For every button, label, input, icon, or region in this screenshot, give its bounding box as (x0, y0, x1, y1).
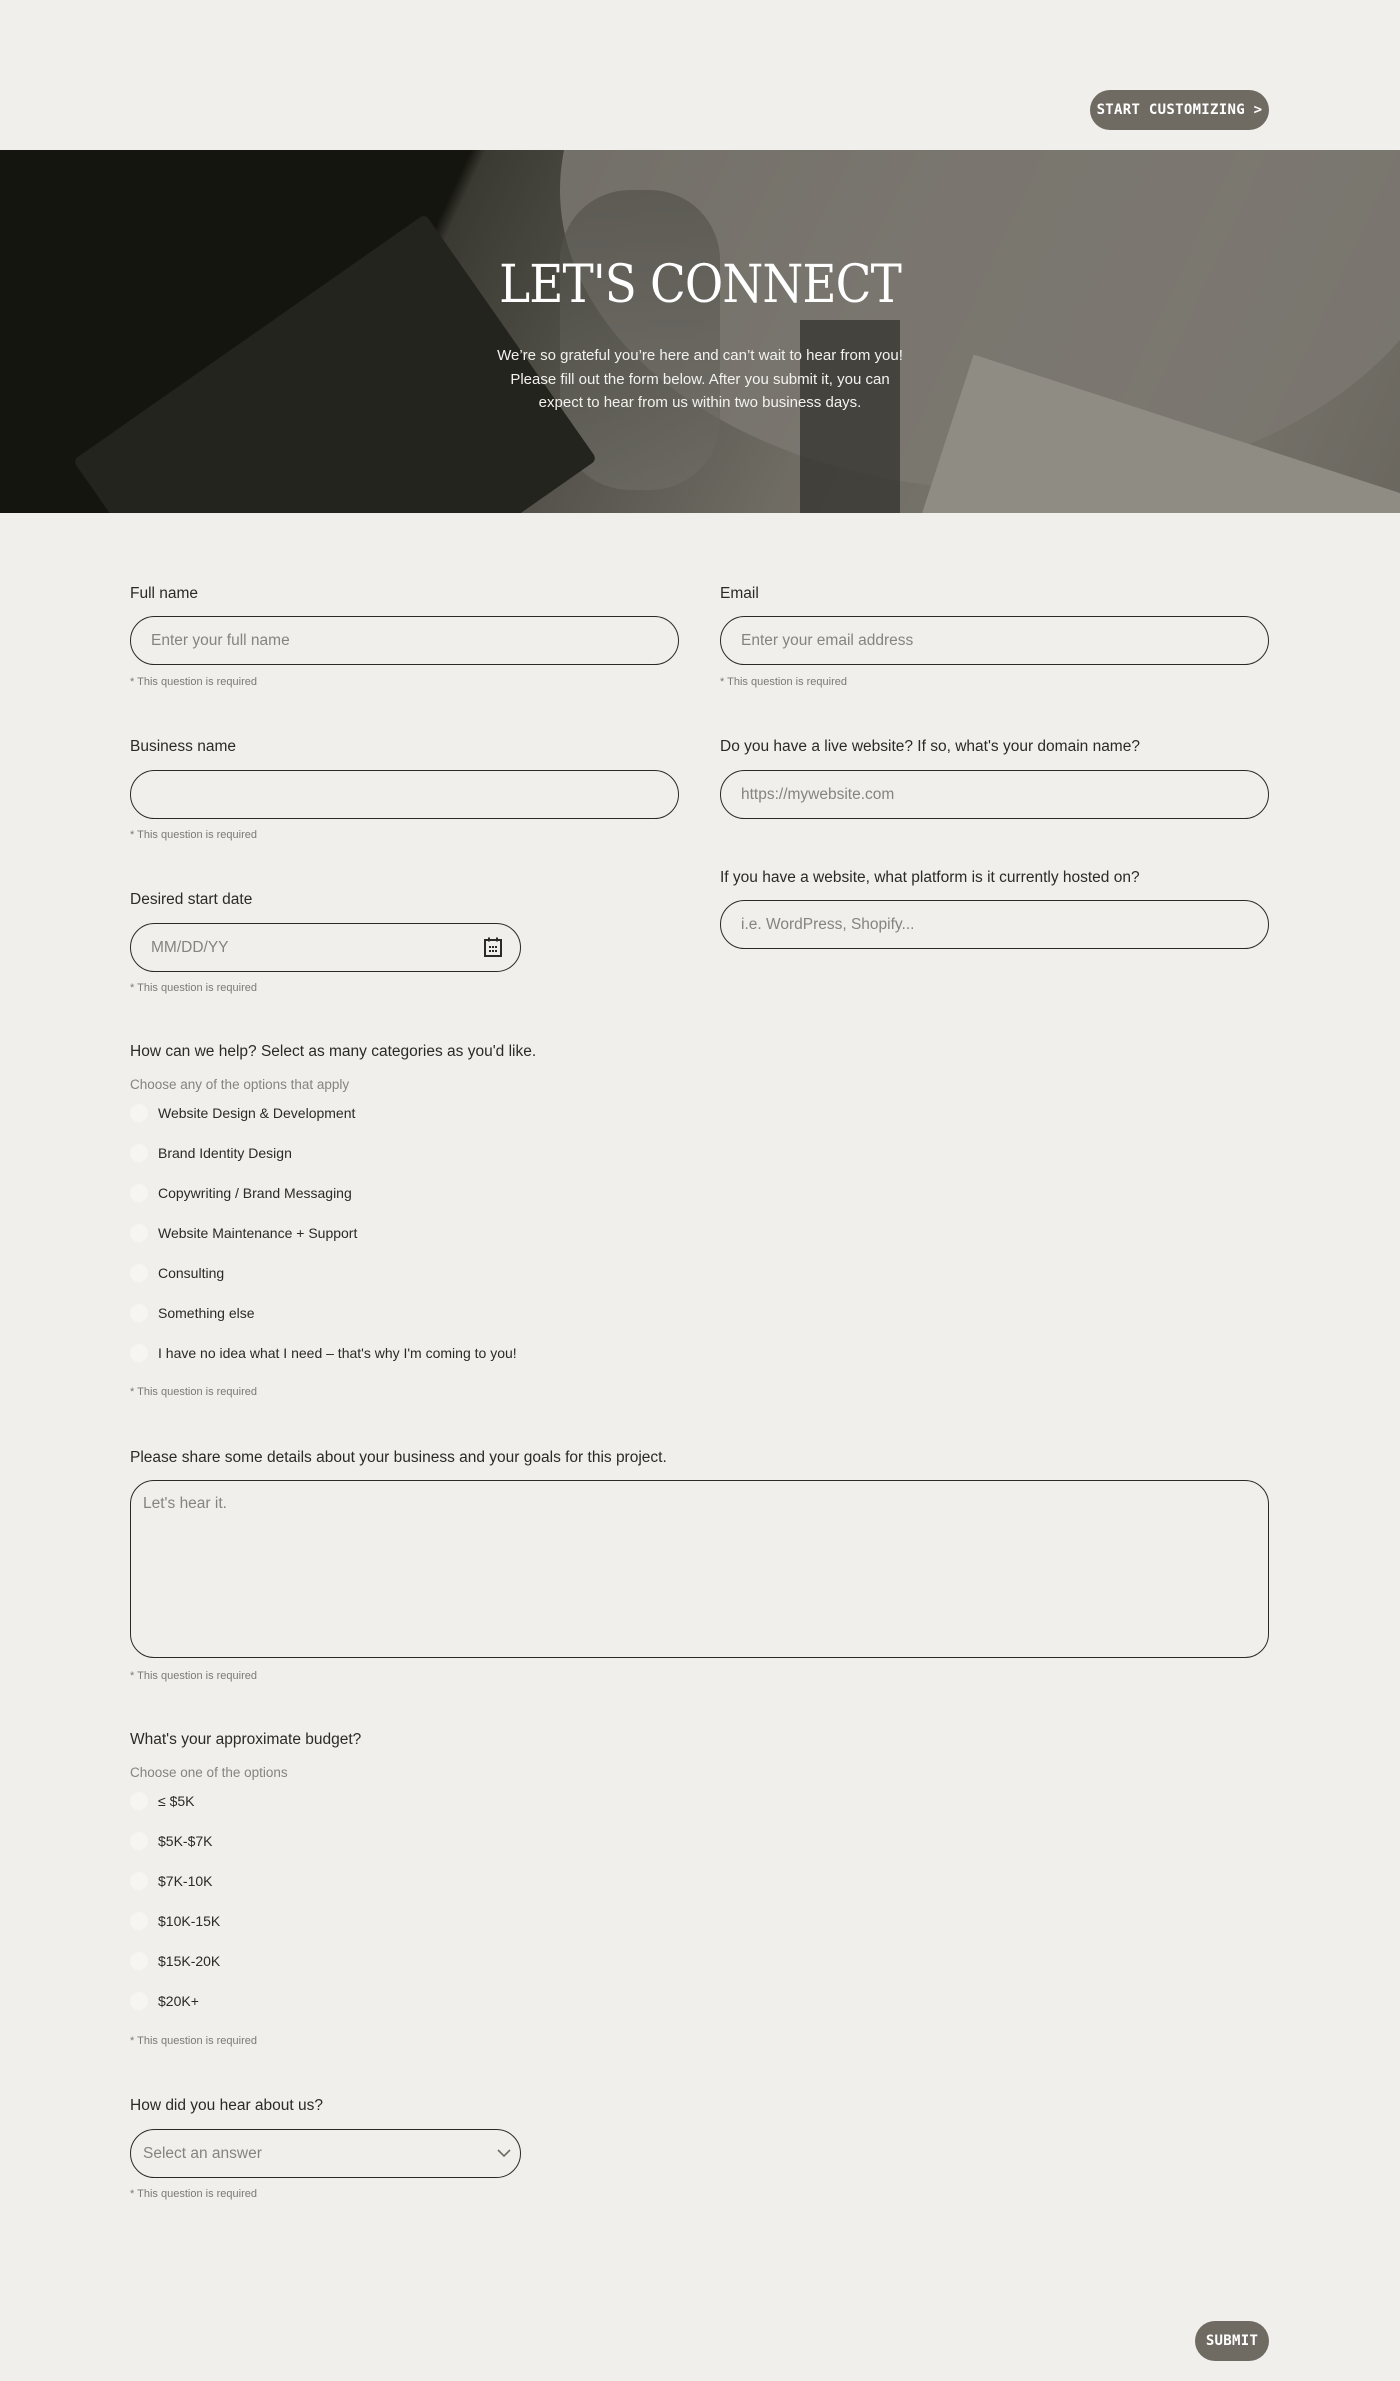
business-name-input[interactable] (130, 770, 679, 819)
help-option[interactable] (130, 1304, 255, 1322)
email-input[interactable]: Enter your email address (720, 616, 1269, 665)
option-label: $20K+ (158, 1993, 199, 2009)
start-date-placeholder: MM/DD/YY (151, 938, 229, 956)
radio[interactable] (130, 1872, 148, 1890)
required-note: * This question is required (130, 676, 257, 688)
source-label: How did you hear about us? (130, 2097, 324, 2114)
full-name-input[interactable]: Enter your full name (130, 616, 679, 665)
start-date-label: Desired start date (130, 891, 253, 908)
help-option[interactable] (130, 1264, 224, 1282)
radio[interactable] (130, 1952, 148, 1970)
platform-label: If you have a website, what platform is it currently hosted on? (720, 869, 1140, 886)
option-label: Copywriting / Brand Messaging (158, 1185, 352, 1201)
checkbox[interactable] (130, 1184, 148, 1202)
help-label: How can we help? Select as many categories as you'd like. (130, 1043, 537, 1060)
option-label: Consulting (158, 1265, 225, 1281)
help-option[interactable] (130, 1104, 355, 1122)
budget-option[interactable] (130, 1832, 212, 1850)
required-note: * This question is required (130, 1670, 257, 1682)
budget-option[interactable] (130, 1872, 212, 1890)
required-note: * This question is required (130, 1386, 257, 1398)
domain-label: Do you have a live website? If so, what's your domain name? (720, 738, 1140, 755)
budget-option[interactable] (130, 1912, 220, 1930)
page-title: LET'S CONNECT (499, 255, 901, 315)
option-label: $15K-20K (158, 1953, 221, 1969)
budget-hint: Choose one of the options (130, 1765, 288, 1780)
help-option[interactable] (130, 1144, 292, 1162)
required-note: * This question is required (130, 2188, 257, 2200)
radio[interactable] (130, 1792, 148, 1810)
checkbox[interactable] (130, 1144, 148, 1162)
start-date-input[interactable] (130, 923, 521, 972)
checkbox[interactable] (130, 1264, 148, 1282)
option-label: $10K-15K (158, 1913, 221, 1929)
business-name-label: Business name (130, 738, 236, 755)
chevron-down-icon (497, 2148, 511, 2158)
calendar-icon[interactable] (484, 937, 502, 957)
radio[interactable] (130, 1992, 148, 2010)
checkbox[interactable] (130, 1104, 148, 1122)
radio[interactable] (130, 1832, 148, 1850)
help-option[interactable] (130, 1224, 357, 1242)
option-label: $5K-$7K (158, 1833, 213, 1849)
required-note: * This question is required (130, 982, 257, 994)
required-note: * This question is required (130, 2035, 257, 2047)
budget-option[interactable] (130, 1992, 199, 2010)
platform-input[interactable]: i.e. WordPress, Shopify... (720, 900, 1269, 949)
full-name-label: Full name (130, 585, 199, 602)
hero-banner (0, 150, 1400, 513)
budget-label: What's your approximate budget? (130, 1731, 362, 1748)
help-option[interactable] (130, 1184, 352, 1202)
start-customizing-button[interactable]: START CUSTOMIZING > (1090, 90, 1269, 130)
checkbox[interactable] (130, 1344, 148, 1362)
help-option[interactable] (130, 1344, 517, 1362)
details-label: Please share some details about your business and your goals for this project. (130, 1449, 667, 1466)
hero-description: We’re so grateful you’re here and can’t wait to hear from you! Please fill out the form below. After you submit it, you can expect to hear from us within two business days. (497, 347, 903, 411)
budget-option[interactable] (130, 1792, 194, 1810)
option-label: $7K-10K (158, 1873, 213, 1889)
option-label: Website Maintenance + Support (158, 1225, 358, 1241)
details-textarea[interactable]: Let's hear it. (130, 1480, 1269, 1658)
budget-option[interactable] (130, 1952, 220, 1970)
required-note: * This question is required (720, 676, 847, 688)
radio[interactable] (130, 1912, 148, 1930)
option-label: Something else (158, 1305, 255, 1321)
option-label: I have no idea what I need – that's why I'm coming to you! (158, 1345, 517, 1361)
email-label: Email (720, 585, 759, 602)
source-select[interactable] (130, 2129, 521, 2178)
required-note: * This question is required (130, 829, 257, 841)
checkbox[interactable] (130, 1224, 148, 1242)
help-hint: Choose any of the options that apply (130, 1077, 350, 1092)
option-label: Website Design & Development (158, 1105, 356, 1121)
source-placeholder: Select an answer (143, 2144, 262, 2162)
submit-button[interactable]: SUBMIT (1195, 2321, 1269, 2361)
domain-input[interactable]: https://mywebsite.com (720, 770, 1269, 819)
option-label: ≤ $5K (158, 1793, 195, 1809)
option-label: Brand Identity Design (158, 1145, 292, 1161)
checkbox[interactable] (130, 1304, 148, 1322)
